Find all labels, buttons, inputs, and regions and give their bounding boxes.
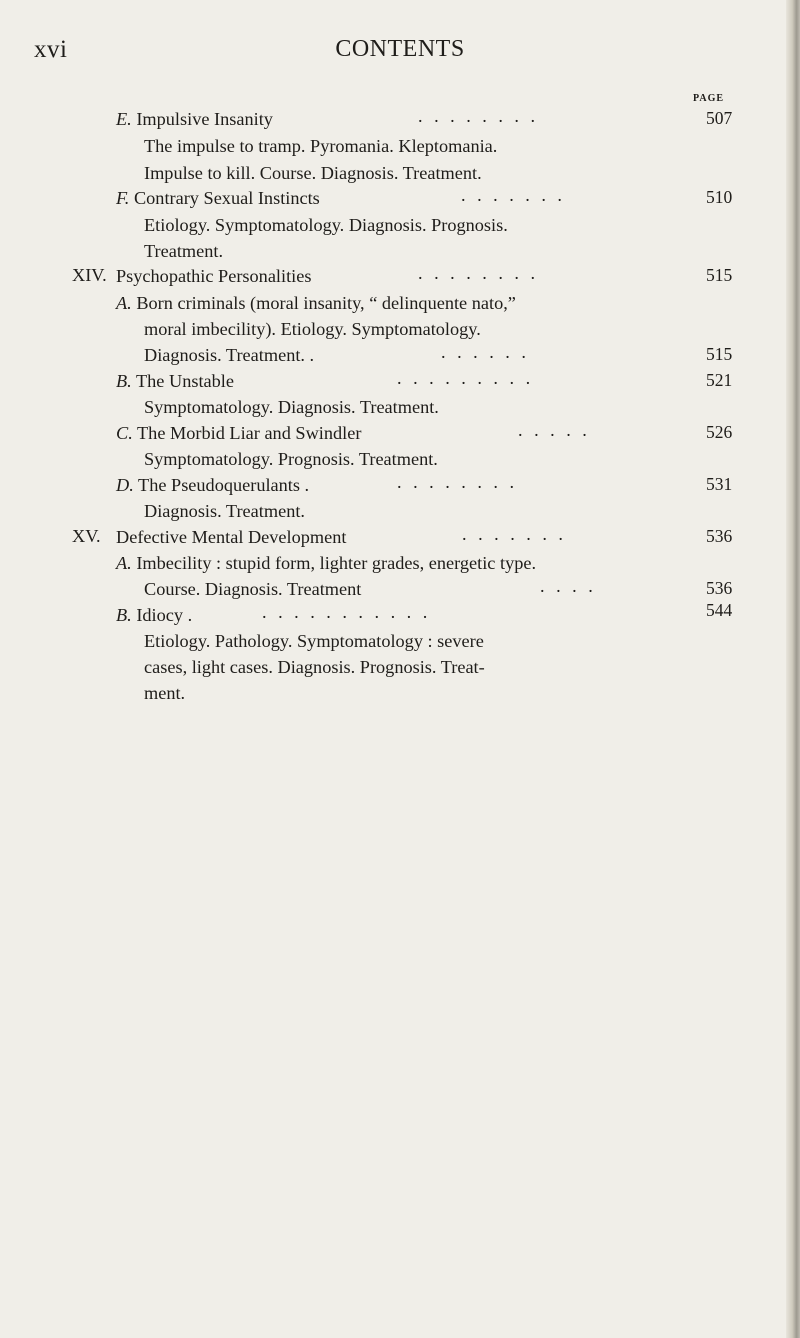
entry-description: Diagnosis. Treatment.	[144, 501, 305, 521]
entry-letter: F.	[116, 188, 130, 208]
entry-page-number: 510	[706, 187, 733, 207]
leader-dots: ........	[418, 263, 547, 283]
toc-entry-xv-b[interactable]	[116, 602, 192, 628]
chapter-number: XV.	[72, 526, 101, 546]
entry-description: Diagnosis. Treatment. .	[144, 345, 315, 365]
entry-description: Etiology. Pathology. Symptomatology : severe	[144, 631, 484, 651]
entry-letter: C.	[116, 423, 133, 443]
entry-letter: A.	[116, 553, 132, 573]
page-edge-shadow	[786, 0, 800, 1338]
entry-letter: B.	[116, 605, 132, 625]
leader-dots: .......	[461, 185, 574, 205]
toc-entry-f[interactable]	[116, 185, 320, 211]
toc-entry-xiv-a[interactable]	[116, 290, 516, 316]
running-head-title: CONTENTS	[335, 36, 465, 62]
toc-entry-e[interactable]	[116, 106, 273, 132]
entry-letter: B.	[116, 371, 132, 391]
entry-page-number: 515	[706, 344, 733, 364]
entry-title: Imbecility : stupid form, lighter grades, energetic type.	[136, 553, 537, 573]
leader-dots: ........	[397, 472, 526, 492]
entry-title: Impulsive Insanity	[136, 109, 273, 129]
entry-page-number: 507	[706, 108, 733, 128]
entry-title: The Morbid Liar and Swindler	[137, 423, 362, 443]
entry-page-number: 521	[706, 370, 733, 390]
chapter-title: Defective Mental Development	[116, 527, 347, 547]
entry-title: Contrary Sexual Instincts	[133, 188, 320, 208]
toc-entry-xiv-b[interactable]	[116, 368, 234, 394]
chapter-title: Psychopathic Personalities	[116, 266, 312, 286]
entry-description: Impulse to kill. Course. Diagnosis. Treatment.	[144, 163, 482, 183]
toc-entry-xiv-c[interactable]	[116, 420, 361, 446]
entry-page-number: 515	[706, 265, 733, 285]
chapter-number: XIV.	[72, 265, 107, 285]
toc-entry-xv-a[interactable]	[116, 550, 536, 576]
entry-page-number: 536	[706, 578, 733, 598]
leader-dots: .........	[397, 368, 542, 388]
page-folio: xvi	[34, 36, 68, 63]
entry-description: Course. Diagnosis. Treatment	[144, 579, 362, 599]
entry-title: Idiocy .	[136, 605, 193, 625]
toc-entry-xiv-d[interactable]	[116, 472, 309, 498]
entry-page-number: 531	[706, 474, 733, 494]
entry-page-number: 526	[706, 422, 733, 442]
toc-chapter-xiv[interactable]	[116, 263, 311, 289]
entry-description: moral imbecility). Etiology. Symptomatology.	[144, 319, 481, 339]
entry-description: Symptomatology. Diagnosis. Treatment.	[144, 397, 439, 417]
leader-dots: ...........	[262, 602, 439, 622]
entry-page-number: 536	[706, 526, 733, 546]
entry-title: The Unstable	[136, 371, 234, 391]
entry-description: Symptomatology. Prognosis. Treatment.	[144, 449, 438, 469]
leader-dots: ....	[540, 576, 605, 596]
leader-dots: .......	[462, 524, 575, 544]
entry-description: Treatment.	[144, 241, 224, 261]
page-column-label: PAGE	[693, 93, 725, 104]
toc-chapter-xv[interactable]	[116, 524, 346, 550]
leader-dots: ......	[441, 342, 538, 362]
entry-letter: D.	[116, 475, 134, 495]
entry-description: The impulse to tramp. Pyromania. Kleptomania.	[144, 136, 498, 156]
entry-letter: E.	[116, 109, 132, 129]
leader-dots: .....	[518, 420, 599, 440]
entry-description: Etiology. Symptomatology. Diagnosis. Prognosis.	[144, 215, 508, 235]
entry-description: cases, light cases. Diagnosis. Prognosis. Treat-	[144, 657, 485, 677]
entry-page-number: 544	[706, 600, 733, 620]
entry-title: The Pseudoquerulants .	[138, 475, 310, 495]
entry-title: Born criminals (moral insanity, “ delinquente nato,”	[136, 293, 516, 313]
entry-letter: A.	[116, 293, 132, 313]
entry-description: ment.	[144, 683, 186, 703]
leader-dots: ........	[418, 106, 547, 126]
